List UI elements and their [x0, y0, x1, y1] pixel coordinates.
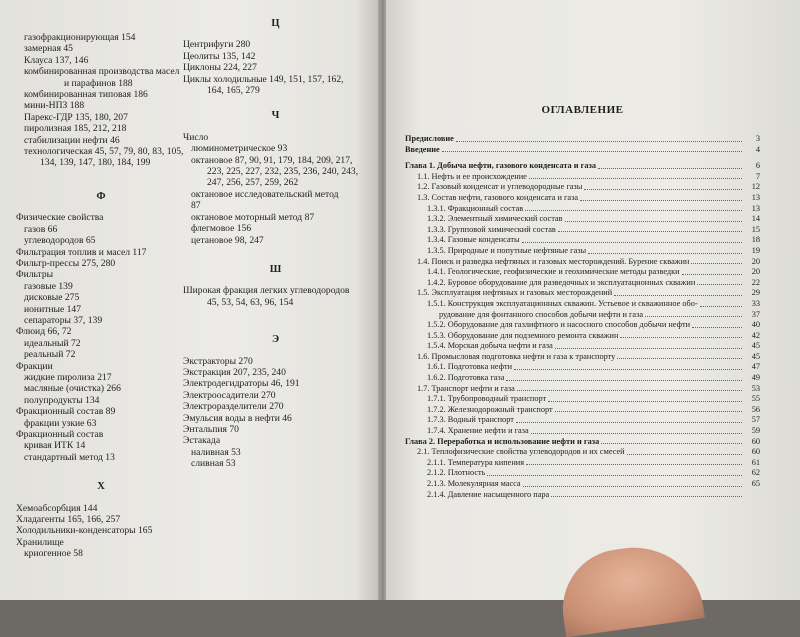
toc-entry-page: 56 [751, 404, 760, 414]
toc-entry-page: 53 [751, 383, 760, 393]
toc-entry-page: 49 [751, 373, 760, 383]
toc-entry-title: 2.1.2. Плотность [427, 468, 486, 478]
toc-entry [405, 384, 760, 395]
toc-entry-page: 4 [755, 144, 760, 154]
toc-leader-dots [487, 475, 742, 476]
index-entry: цетановое 98, 247 [191, 234, 264, 246]
index-entry: Электроразделители 270 [183, 401, 284, 413]
index-entry: газовые 139 [24, 280, 73, 292]
toc-entry [405, 134, 760, 145]
toc-entry-page: 7 [755, 171, 760, 181]
toc-entry-title: 1.6.2. Подготовка газа [427, 373, 505, 383]
toc-entry [405, 193, 760, 204]
toc-leader-dots [645, 316, 742, 317]
index-entry: криогенное 58 [24, 548, 83, 560]
toc-entry [405, 214, 760, 225]
toc-entry [405, 225, 760, 236]
toc-entry-title: 2.1.3. Молекулярная масса [427, 479, 521, 488]
toc-entry-page: 55 [751, 394, 760, 404]
index-entry: Хемоабсорбция 144 [16, 502, 98, 514]
index-entry: Хладагенты 165, 166, 257 [16, 514, 121, 526]
index-entry: кривая ИТК 14 [24, 440, 86, 452]
index-entry: ионитные 147 [24, 303, 82, 315]
index-entry: 87 [191, 200, 201, 212]
index-entry: фракции узкие 63 [24, 417, 97, 429]
toc-entry-title: 1.5.1. Конструкция эксплуатационных скважин. Устьевое и скважинное обо- [427, 298, 698, 308]
index-entry: Электродегидраторы 46, 191 [183, 378, 300, 390]
index-entry: флегмовое 156 [191, 223, 252, 235]
toc-entry-page: 13 [751, 192, 760, 202]
toc-leader-dots [551, 496, 742, 497]
toc-entry [405, 182, 760, 193]
toc-leader-dots [555, 411, 742, 412]
toc-leader-dots [529, 178, 742, 179]
index-entry: Циклоны 224, 227 [183, 62, 257, 74]
index-entry: Хранилище [16, 536, 64, 548]
toc-leader-dots [526, 464, 742, 465]
toc-entry [405, 362, 760, 373]
index-entry: октановое исследовательский метод [191, 188, 339, 200]
toc-leader-dots [522, 242, 742, 243]
toc-entry [405, 458, 760, 469]
toc-leader-dots [700, 306, 742, 307]
index-column-1 [16, 32, 186, 560]
toc-entry-page: 45 [751, 351, 760, 361]
toc-leader-dots [555, 348, 742, 349]
toc-leader-dots [548, 401, 742, 402]
left-page [0, 0, 382, 600]
toc-entry-title: 1.3.1. Фракционный состав [427, 203, 524, 213]
index-entry: Фильтры [16, 269, 54, 281]
toc-entry [405, 468, 760, 479]
index-column-2 [183, 18, 368, 470]
index-group-ch [183, 132, 368, 246]
toc-entry-title: Глава 1. Добыча нефти, газового конденсата и газа [405, 161, 596, 171]
index-entry: Цеолиты 135, 142 [183, 50, 256, 62]
toc-leader-dots [588, 253, 742, 254]
toc-entry [405, 235, 760, 246]
toc-leader-dots [697, 284, 742, 285]
index-entry: Циклы холодильные 149, 151, 157, 162, [183, 73, 344, 85]
toc-leader-dots [523, 486, 742, 487]
index-entry: Центрифуги 280 [183, 39, 251, 51]
index-group-e [183, 356, 368, 470]
toc-leader-dots [584, 189, 742, 190]
toc-entry-title: 1.5. Эксплуатация нефтяных и газовых месторождений [417, 288, 613, 298]
index-entry: газов 66 [24, 223, 58, 235]
toc-entry [405, 204, 760, 215]
index-entry: наливная 53 [191, 446, 241, 458]
toc-entry [405, 437, 760, 448]
toc-entry-page: 57 [751, 415, 760, 425]
index-entry: жидкие пиролиза 217 [24, 371, 112, 383]
index-group-ts [183, 39, 368, 96]
toc-leader-dots [442, 151, 742, 152]
index-entry: комбинированная типовая 186 [24, 89, 148, 101]
toc-leader-dots [516, 422, 742, 423]
index-entry: Фильтр-прессы 275, 280 [16, 257, 116, 269]
toc-entry-page: 42 [751, 330, 760, 340]
toc-entry [405, 394, 760, 405]
toc-leader-dots [627, 454, 742, 455]
toc-entry-title: 1.4.2. Буровое оборудование для разведочных и эксплуатационных скважин [427, 277, 696, 287]
toc-entry [405, 490, 760, 501]
toc-leader-dots [617, 358, 742, 359]
toc-entry-title: 1.2. Газовый конденсат и углеводородные газы [417, 182, 583, 192]
index-entry: 45, 53, 54, 63, 96, 154 [207, 296, 294, 308]
toc-entry-title: 1.5.2. Оборудование для газлифтного и насосного способов добычи нефти [427, 320, 691, 330]
index-entry: октановое моторный метод 87 [191, 211, 315, 223]
toc-entry-title: рудование для фонтанного способов добычи нефти и газа [439, 309, 644, 319]
index-entry: 247, 256, 257, 259, 262 [207, 177, 299, 189]
index-entry: Энтальпия 70 [183, 423, 239, 435]
index-entry: идеальный 72 [24, 337, 81, 349]
index-letter-e: Э [271, 334, 280, 346]
toc-entry-page: 45 [751, 341, 760, 351]
index-entry: Широкая фракция легких углеводородов [183, 285, 350, 297]
toc-entries [405, 134, 760, 500]
index-entry: сливная 53 [191, 458, 236, 470]
index-entry: технологическая 45, 57, 79, 80, 83, 105, [24, 146, 184, 158]
toc-entry [405, 278, 760, 289]
toc-entry-title: 2.1.4. Давление насыщенного пара [427, 489, 550, 499]
toc-entry [405, 288, 760, 299]
toc-entry-page: 40 [751, 320, 760, 330]
toc-leader-dots [506, 380, 742, 381]
toc-entry-title: 1.6. Промысловая подготовка нефти и газа к транспорту [417, 351, 616, 361]
index-letter-ch: Ч [271, 110, 280, 122]
toc-entry-page: 29 [751, 288, 760, 298]
toc-entry-page: 61 [751, 457, 760, 467]
index-entry: углеводородов 65 [24, 235, 96, 247]
index-letter-sh: Ш [269, 263, 282, 275]
toc-entry [405, 161, 760, 172]
index-entry: Экстракторы 270 [183, 355, 253, 367]
toc-entry-page: 20 [751, 267, 760, 277]
toc-entry-title: 1.3. Состав нефти, газового конденсата и газа [417, 192, 579, 202]
index-entry: 134, 139, 147, 180, 184, 199 [40, 157, 151, 169]
index-entry: газофракционирующая 154 [24, 32, 136, 43]
index-entry: сепараторы 37, 139 [24, 314, 103, 326]
index-entry: стандартный метод 13 [24, 451, 115, 463]
index-entry: комбинированная производства масел [24, 66, 180, 78]
toc-entry-title: 2.1. Теплофизические свойства углеводородов и их смесей [417, 447, 625, 457]
toc-leader-dots [531, 433, 742, 434]
toc-entry-title: 1.3.4. Газовые конденсаты [427, 235, 520, 245]
toc-entry-page: 6 [755, 161, 760, 171]
index-entry: Фракции [16, 360, 53, 372]
index-entry: 164, 165, 279 [207, 85, 260, 97]
toc-entry [405, 341, 760, 352]
index-entry: замерная 45 [24, 43, 73, 55]
index-group-continued [16, 32, 186, 169]
toc-entry [405, 320, 760, 331]
toc-entry-page: 37 [751, 309, 760, 319]
toc-entry-title: 1.6.1. Подготовка нефти [427, 362, 513, 372]
index-entry: масляные (очистка) 266 [24, 383, 121, 395]
toc-entry-page: 59 [751, 426, 760, 436]
toc-title: ОГЛАВЛЕНИЕ [541, 104, 624, 116]
toc-entry [405, 479, 760, 490]
toc-entry-page: 3 [755, 134, 760, 143]
index-entry: мини-НПЗ 188 [24, 100, 85, 112]
toc-leader-dots [598, 168, 742, 169]
toc-leader-dots [692, 327, 742, 328]
toc-entry [405, 426, 760, 437]
toc-entry [405, 352, 760, 363]
index-entry: Экстракция 207, 235, 240 [183, 366, 286, 378]
toc-leader-dots [456, 141, 742, 142]
toc-entry [405, 145, 760, 156]
table-of-contents [405, 104, 760, 500]
index-entry: Флюид 66, 72 [16, 326, 72, 338]
toc-entry-page: 62 [751, 468, 760, 478]
toc-entry-page: 47 [751, 362, 760, 372]
toc-entry [405, 331, 760, 342]
toc-entry-page: 14 [751, 214, 760, 224]
toc-entry-title: 2.1.1. Температура кипения [427, 457, 525, 467]
toc-entry-title: 1.4.1. Геологические, геофизические и геохимические методы разведки [427, 267, 680, 277]
toc-leader-dots [565, 221, 742, 222]
toc-leader-dots [682, 274, 742, 275]
toc-entry-page: 15 [751, 224, 760, 234]
toc-entry-title: Введение [405, 144, 440, 154]
toc-entry [405, 299, 760, 310]
toc-entry-title: 1.3.2. Элементный химический состав [427, 214, 563, 224]
index-entry: люминометрическое 93 [191, 143, 288, 155]
toc-leader-dots [614, 295, 742, 296]
toc-entry-title: Глава 2. Переработка и использование нефти и газа [405, 436, 600, 446]
index-entry: Эмульсия воды в нефти 46 [183, 412, 292, 424]
index-letter-f: Ф [96, 190, 106, 202]
toc-entry-title: 1.5.4. Морская добыча нефти и газа [427, 341, 553, 351]
toc-entry-page: 20 [751, 256, 760, 266]
toc-leader-dots [601, 443, 742, 444]
toc-entry-page: 18 [751, 235, 760, 245]
toc-entry-page: 65 [751, 479, 760, 488]
toc-entry-title: 1.3.3. Групповой химический состав [427, 224, 556, 234]
index-group-sh [183, 285, 368, 308]
toc-entry-page: 19 [751, 245, 760, 255]
toc-entry [405, 405, 760, 416]
toc-entry-title: 1.5.3. Оборудование для подземного ремонта скважин [427, 330, 619, 340]
index-entry: октановое 87, 90, 91, 179, 184, 209, 217, [191, 154, 353, 166]
index-entry: Фильтрация топлив и масел 117 [16, 246, 147, 258]
index-entry: Фракционный состав 89 [16, 406, 116, 418]
index-entry: и парафинов 188 [64, 77, 133, 89]
index-group-f [16, 212, 186, 463]
toc-entry [405, 267, 760, 278]
toc-entry [405, 447, 760, 458]
toc-entry-title: 1.7.4. Хранение нефти и газа [427, 426, 529, 436]
index-entry: Парекс-ГДР 135, 180, 207 [24, 111, 128, 123]
toc-leader-dots [558, 231, 742, 232]
toc-entry-title: 1.7. Транспорт нефти и газа [417, 383, 515, 393]
index-entry: Физические свойства [16, 212, 104, 224]
toc-entry [405, 310, 760, 321]
toc-entry [405, 257, 760, 268]
toc-entry [405, 246, 760, 257]
index-letter-ts: Ц [271, 18, 280, 29]
index-group-x [16, 503, 186, 560]
toc-entry-page: 12 [751, 182, 760, 192]
index-entry: пиролизная 185, 212, 218 [24, 123, 127, 135]
toc-entry-title: 1.3.5. Природные и попутные нефтяные газы [427, 245, 587, 255]
index-entry: дисковые 275 [24, 292, 80, 304]
toc-entry [405, 373, 760, 384]
toc-entry-title: 1.7.1. Трубопроводный транспорт [427, 394, 547, 404]
index-entry: Клауса 137, 146 [24, 54, 89, 66]
toc-entry-page: 13 [751, 203, 760, 213]
index-entry: Фракционный состав [16, 429, 104, 440]
toc-leader-dots [517, 390, 742, 391]
index-entry: 223, 225, 227, 232, 235, 236, 240, 243, [207, 166, 359, 178]
toc-entry-title: 1.1. Нефть и ее происхождение [417, 171, 527, 181]
index-letter-x: Х [97, 481, 105, 493]
toc-entry-title: Предисловие [405, 134, 454, 143]
index-entry: Число [183, 131, 209, 143]
toc-entry [405, 172, 760, 183]
toc-entry-title: 1.4. Поиск и разведка нефтяных и газовых месторождений. Бурение скважин [417, 256, 690, 266]
index-entry: полупродукты 134 [24, 394, 100, 406]
index-entry: стабилизации нефти 46 [24, 134, 120, 146]
toc-entry-page: 60 [751, 447, 760, 457]
toc-leader-dots [691, 263, 742, 264]
toc-entry-title: 1.7.2. Железнодорожный транспорт [427, 404, 553, 414]
toc-leader-dots [514, 369, 742, 370]
index-entry: Электроосадители 270 [183, 389, 276, 401]
toc-entry-title: 1.7.3. Водный транспорт [427, 415, 514, 425]
toc-leader-dots [525, 210, 742, 211]
toc-entry-page: 33 [751, 298, 760, 308]
toc-entry-page: 60 [751, 436, 760, 446]
index-entry: реальный 72 [24, 349, 76, 361]
toc-entry [405, 415, 760, 426]
index-entry: Эстакада [183, 435, 221, 447]
toc-leader-dots [580, 200, 742, 201]
toc-entry-page: 22 [751, 277, 760, 287]
index-entry: Холодильники-конденсаторы 165 [16, 525, 153, 537]
toc-leader-dots [620, 337, 742, 338]
